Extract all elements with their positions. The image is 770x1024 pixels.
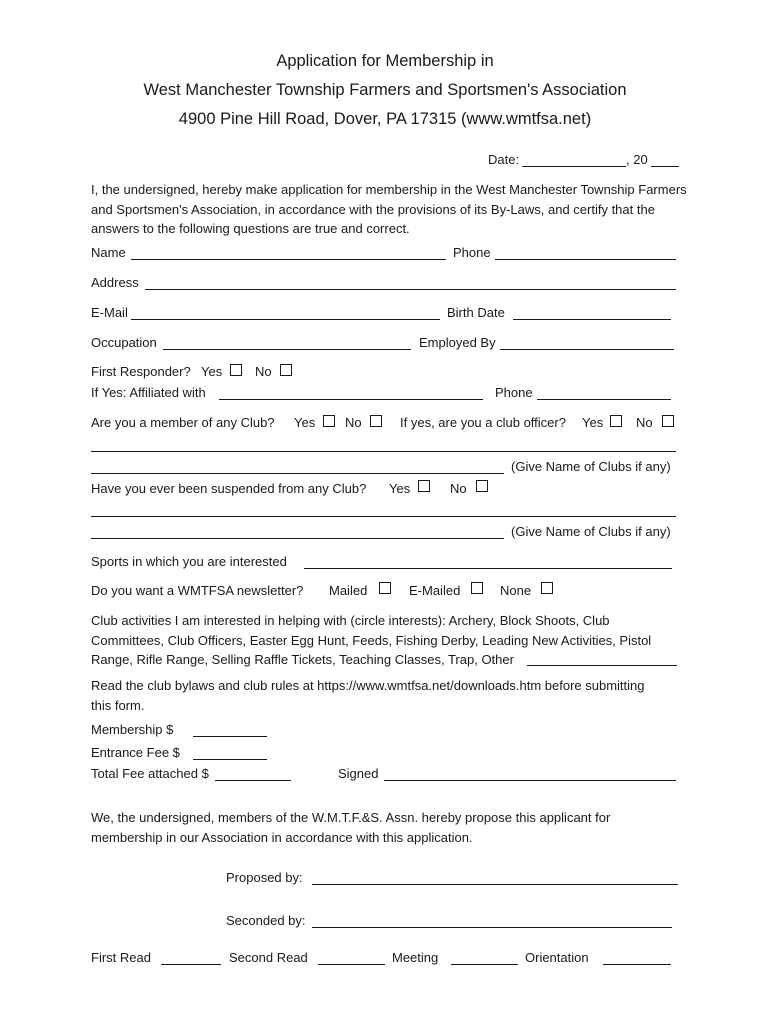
activities-paragraph: Club activities I am interested in helping with (circle interests): Archery, Block Shoots, Club Committees, Club Officers, Easter Egg Hunt, Feeds, Fishing Derby, Leading New Activities, Pistol Range, Rifle Range, Selling Raffle Tickets, Teaching Classes, Trap, Other [91,613,652,667]
suspended-field-line-1[interactable] [91,516,676,517]
clubs-field-line-2[interactable] [91,473,504,474]
activities-other-field[interactable] [527,665,677,666]
first-responder-yes-label: Yes [201,364,223,379]
address-field[interactable] [145,289,676,290]
suspended-no-label: No [450,481,467,496]
first-responder-no-label: No [255,364,272,379]
sports-field[interactable] [304,568,672,569]
newsletter-question: Do you want a WMTFSA newsletter? [91,583,304,598]
birth-date-label: Birth Date [447,305,505,320]
club-officer-yes-label: Yes [582,415,604,430]
clubs-hint: (Give Name of Clubs if any) [511,459,671,474]
affiliated-phone-label: Phone [495,385,533,400]
affiliated-field[interactable] [219,399,483,400]
orientation-field[interactable] [603,964,671,965]
proposed-by-label: Proposed by: [226,870,303,885]
birth-date-field[interactable] [513,319,671,320]
address-label: Address [91,275,139,290]
suspended-yes-checkbox[interactable] [418,480,430,492]
affiliated-phone-field[interactable] [537,399,671,400]
suspended-field-line-2[interactable] [91,538,504,539]
orientation-label: Orientation [525,950,589,965]
seconded-by-field[interactable] [312,927,672,928]
first-read-field[interactable] [161,964,221,965]
entrance-fee-field[interactable] [193,759,267,760]
entrance-fee-label: Entrance Fee $ [91,745,180,760]
clubs-field-line-1[interactable] [91,451,676,452]
association-name: West Manchester Township Farmers and Sportsmen's Association [143,81,627,99]
first-responder-label: First Responder? [91,364,191,379]
association-address: 4900 Pine Hill Road, Dover, PA 17315 (www.wmtfsa.net) [178,110,592,128]
newsletter-none-label: None [500,583,532,598]
club-member-no-checkbox[interactable] [370,415,382,427]
meeting-label: Meeting [392,950,439,965]
second-read-field[interactable] [318,964,385,965]
date-field[interactable] [522,166,626,167]
seconded-by-label: Seconded by: [226,913,306,928]
suspended-clubs-hint: (Give Name of Clubs if any) [511,524,671,539]
first-responder-no-checkbox[interactable] [280,364,292,376]
sports-label: Sports in which you are interested [91,554,287,569]
club-officer-question: If yes, are you a club officer? [400,415,566,430]
signed-label: Signed [338,766,379,781]
second-read-label: Second Read [229,950,308,965]
total-fee-label: Total Fee attached $ [91,766,209,781]
signature-field[interactable] [384,780,676,781]
email-field[interactable] [131,319,440,320]
intro-paragraph: I, the undersigned, hereby make application for membership in the West Manchester Township Farmers and Sportsmen's Association, in accordance with the provisions of its By-Laws, and certify that the answers to the following questions are true and correct. [91,182,687,236]
occupation-label: Occupation [91,335,157,350]
date-label: Date: [488,152,520,167]
club-officer-no-label: No [636,415,653,430]
newsletter-mailed-label: Mailed [329,583,368,598]
newsletter-emailed-label: E-Mailed [409,583,461,598]
proposed-by-field[interactable] [312,884,678,885]
phone-field[interactable] [495,259,676,260]
membership-fee-field[interactable] [193,736,267,737]
newsletter-emailed-checkbox[interactable] [471,582,483,594]
email-label: E-Mail [91,305,128,320]
newsletter-none-checkbox[interactable] [541,582,553,594]
occupation-field[interactable] [163,349,411,350]
total-fee-field[interactable] [215,780,291,781]
club-member-no-label: No [345,415,362,430]
phone-label: Phone [453,245,491,260]
affiliated-label: If Yes: Affiliated with [91,385,206,400]
date-year-label: , 20 [626,152,648,167]
name-field[interactable] [131,259,446,260]
club-member-yes-checkbox[interactable] [323,415,335,427]
suspended-yes-label: Yes [389,481,411,496]
first-responder-yes-checkbox[interactable] [230,364,242,376]
membership-fee-label: Membership $ [91,722,174,737]
club-officer-no-checkbox[interactable] [662,415,674,427]
form-title: Application for Membership in [276,52,494,70]
club-member-yes-label: Yes [294,415,316,430]
club-officer-yes-checkbox[interactable] [610,415,622,427]
newsletter-mailed-checkbox[interactable] [379,582,391,594]
first-read-label: First Read [91,950,151,965]
club-member-question: Are you a member of any Club? [91,415,275,430]
name-label: Name [91,245,126,260]
date-year-field[interactable] [651,166,679,167]
employed-by-field[interactable] [500,349,674,350]
suspended-question: Have you ever been suspended from any Club? [91,481,367,496]
proposal-paragraph: We, the undersigned, members of the W.M.T.F.&S. Assn. hereby propose this applicant for membership in our Association in accordance with this application. [91,810,611,845]
suspended-no-checkbox[interactable] [476,480,488,492]
bylaws-paragraph: Read the club bylaws and club rules at https://www.wmtfsa.net/downloads.htm before submitting this form. [91,678,645,713]
employed-by-label: Employed By [419,335,496,350]
meeting-field[interactable] [451,964,518,965]
